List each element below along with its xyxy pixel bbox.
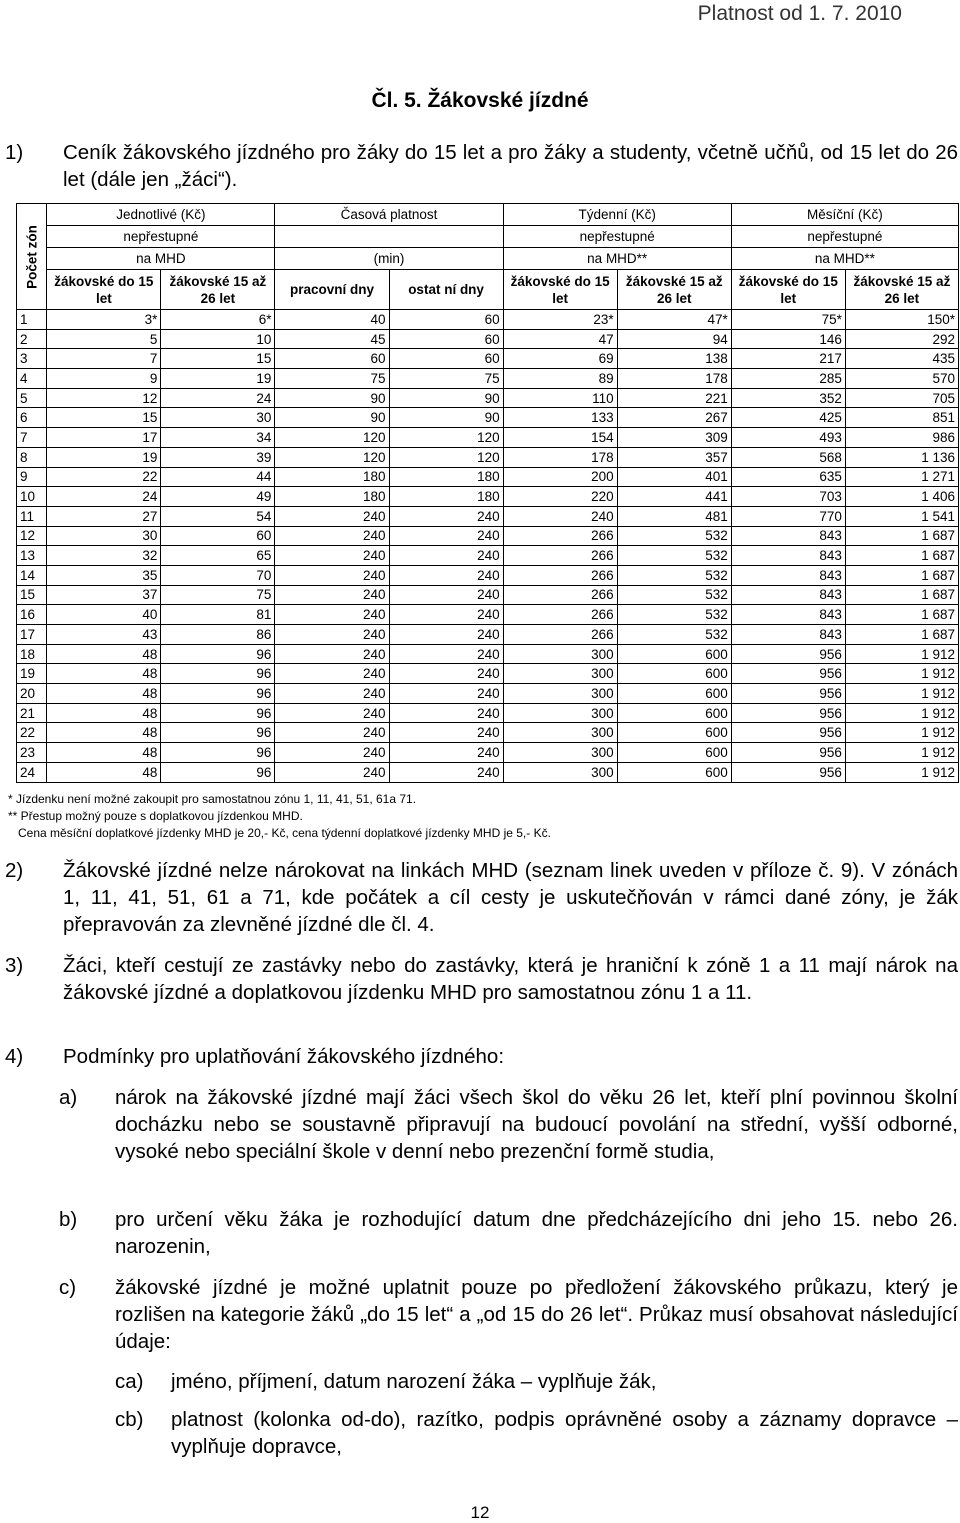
price-cell: 75	[275, 369, 389, 389]
col-to26-weekly: žákovské 15 až 26 let	[617, 270, 731, 310]
price-cell: 133	[503, 408, 617, 428]
note-surcharge-price: Cena měsíční doplatkové jízdenky MHD je 20,- Kč, cena týdenní doplatkové jízdenky MHD je 5,- Kč.	[18, 826, 551, 840]
price-cell: 7	[47, 349, 161, 369]
price-cell: 120	[275, 447, 389, 467]
price-cell: 267	[617, 408, 731, 428]
price-cell: 54	[161, 506, 275, 526]
single-subheader-1: nepřestupné	[47, 226, 275, 248]
price-cell: 89	[503, 369, 617, 389]
price-cell: 45	[275, 329, 389, 349]
paragraph-number: 4)	[5, 1045, 24, 1068]
price-cell: 65	[161, 546, 275, 566]
group-weekly-header: Týdenní (Kč)	[503, 204, 731, 226]
price-cell: 240	[389, 644, 503, 664]
price-cell: 1 912	[845, 723, 958, 743]
zone-cell: 3	[17, 349, 47, 369]
price-cell: 1 912	[845, 743, 958, 763]
price-cell: 1 136	[845, 447, 958, 467]
page-number: 12	[470, 1503, 490, 1522]
price-cell: 32	[47, 546, 161, 566]
price-cell: 178	[617, 369, 731, 389]
col-to26-single: žákovské 15 až 26 let	[161, 270, 275, 310]
table-row	[17, 329, 959, 349]
price-cell: 1 687	[845, 526, 958, 546]
price-cell: 48	[47, 743, 161, 763]
price-cell: 60	[161, 526, 275, 546]
monthly-subheader-2: na MHD**	[731, 248, 958, 270]
price-cell: 120	[389, 428, 503, 448]
price-cell: 48	[47, 723, 161, 743]
weekly-subheader-1: nepřestupné	[503, 226, 731, 248]
paragraph-text: Žákovské jízdné nelze nárokovat na linkách MHD (seznam linek uveden v příloze č. 9). V zónách 1, 11, 41, 51, 61 a 71, kde počátek a cíl cesty je uskutečňován v rámci dané zóny, je žák přepravován za zlevněné jízdné dle čl. 4.	[63, 859, 958, 936]
price-cell: 266	[503, 565, 617, 585]
price-cell: 266	[503, 585, 617, 605]
price-cell: 240	[389, 664, 503, 684]
price-cell: 300	[503, 684, 617, 704]
price-cell: 24	[161, 388, 275, 408]
price-cell: 240	[275, 703, 389, 723]
price-cell: 180	[389, 487, 503, 507]
price-cell: 956	[731, 644, 845, 664]
price-cell: 6*	[161, 310, 275, 330]
price-cell: 35	[47, 565, 161, 585]
table-row	[17, 723, 959, 743]
zone-cell: 11	[17, 506, 47, 526]
table-row	[17, 605, 959, 625]
price-cell: 180	[389, 467, 503, 487]
price-cell: 96	[161, 644, 275, 664]
price-cell: 481	[617, 506, 731, 526]
price-cell: 1 541	[845, 506, 958, 526]
price-cell: 851	[845, 408, 958, 428]
price-cell: 96	[161, 664, 275, 684]
single-subheader-2: na MHD	[47, 248, 275, 270]
price-cell: 956	[731, 743, 845, 763]
note-double-asterisk: ** Přestup možný pouze s doplatkovou jízdenkou MHD.	[8, 809, 303, 823]
price-cell: 1 912	[845, 703, 958, 723]
price-cell: 600	[617, 762, 731, 782]
price-cell: 266	[503, 526, 617, 546]
zone-count-header: Počet zón	[17, 204, 47, 310]
price-cell: 30	[47, 526, 161, 546]
col-otherdays: ostat ní dny	[389, 270, 503, 310]
price-cell: 300	[503, 762, 617, 782]
price-cell: 10	[161, 329, 275, 349]
price-cell: 240	[389, 546, 503, 566]
price-cell: 240	[275, 526, 389, 546]
price-cell: 600	[617, 723, 731, 743]
item-a	[59, 1084, 958, 1194]
price-cell: 843	[731, 526, 845, 546]
price-cell: 96	[161, 723, 275, 743]
price-cell: 240	[275, 585, 389, 605]
table-row	[17, 388, 959, 408]
price-cell: 180	[275, 467, 389, 487]
price-cell: 352	[731, 388, 845, 408]
price-cell: 703	[731, 487, 845, 507]
price-cell: 23*	[503, 310, 617, 330]
price-cell: 532	[617, 565, 731, 585]
table-row	[17, 703, 959, 723]
paragraph-number: 1)	[5, 141, 24, 164]
price-cell: 532	[617, 605, 731, 625]
price-cell: 532	[617, 526, 731, 546]
zone-cell: 23	[17, 743, 47, 763]
price-cell: 90	[275, 388, 389, 408]
price-cell: 94	[617, 329, 731, 349]
price-cell: 1 912	[845, 664, 958, 684]
price-cell: 120	[389, 447, 503, 467]
zone-cell: 7	[17, 428, 47, 448]
price-cell: 19	[161, 369, 275, 389]
price-cell: 240	[275, 644, 389, 664]
zone-cell: 19	[17, 664, 47, 684]
item-text: platnost (kolonka od-do), razítko, podpis oprávněné osoby a záznamy dopravce – vyplňuje dopravce,	[171, 1408, 958, 1458]
price-cell: 3*	[47, 310, 161, 330]
price-cell: 48	[47, 664, 161, 684]
price-cell: 15	[47, 408, 161, 428]
price-cell: 27	[47, 506, 161, 526]
zone-cell: 22	[17, 723, 47, 743]
price-cell: 240	[275, 546, 389, 566]
price-cell: 1 912	[845, 762, 958, 782]
table-row	[17, 684, 959, 704]
item-letter: b)	[59, 1208, 78, 1231]
price-cell: 180	[275, 487, 389, 507]
col-to26-monthly: žákovské 15 až 26 let	[845, 270, 958, 310]
price-cell: 1 271	[845, 467, 958, 487]
zone-cell: 15	[17, 585, 47, 605]
price-cell: 90	[389, 388, 503, 408]
zone-cell: 10	[17, 487, 47, 507]
table-row	[17, 644, 959, 664]
price-cell: 843	[731, 546, 845, 566]
paragraph-1	[5, 139, 958, 199]
weekly-subheader-2: na MHD**	[503, 248, 731, 270]
price-cell: 81	[161, 605, 275, 625]
price-cell: 47*	[617, 310, 731, 330]
price-cell: 240	[389, 506, 503, 526]
group-time-header: Časová platnost	[275, 204, 503, 226]
zone-cell: 24	[17, 762, 47, 782]
price-cell: 1 687	[845, 546, 958, 566]
price-cell: 300	[503, 644, 617, 664]
price-cell: 285	[731, 369, 845, 389]
price-cell: 9	[47, 369, 161, 389]
price-cell: 1 912	[845, 684, 958, 704]
price-cell: 600	[617, 743, 731, 763]
price-cell: 240	[275, 723, 389, 743]
price-cell: 600	[617, 684, 731, 704]
price-cell: 15	[161, 349, 275, 369]
zone-cell: 1	[17, 310, 47, 330]
price-cell: 240	[275, 625, 389, 645]
price-cell: 47	[503, 329, 617, 349]
price-cell: 240	[275, 684, 389, 704]
price-cell: 44	[161, 467, 275, 487]
price-cell: 96	[161, 762, 275, 782]
price-cell: 1 406	[845, 487, 958, 507]
price-cell: 48	[47, 703, 161, 723]
validity-date: Platnost od 1. 7. 2010	[697, 2, 902, 25]
item-text: nárok na žákovské jízdné mají žáci všech škol do věku 26 let, kteří plní povinnou školní docházku nebo se soustavně připravují na budoucí povolání na střední, vyšší odborné, vysoké nebo speciální škole v denní nebo prezenční formě studia,	[115, 1086, 958, 1163]
price-cell: 221	[617, 388, 731, 408]
item-text: jméno, příjmení, datum narození žáka – vyplňuje žák,	[171, 1370, 657, 1393]
price-cell: 37	[47, 585, 161, 605]
price-cell: 34	[161, 428, 275, 448]
price-cell: 843	[731, 625, 845, 645]
zone-cell: 13	[17, 546, 47, 566]
item-text: žákovské jízdné je možné uplatnit pouze po předložení žákovského průkazu, který je rozlišen na kategorie žáků „do 15 let“ a „od 15 do 26 let“. Průkaz musí obsahovat následující údaje:	[115, 1276, 958, 1353]
price-cell: 217	[731, 349, 845, 369]
price-cell: 357	[617, 447, 731, 467]
zone-cell: 20	[17, 684, 47, 704]
zone-cell: 4	[17, 369, 47, 389]
price-cell: 75	[389, 369, 503, 389]
price-cell: 150*	[845, 310, 958, 330]
item-ca	[115, 1368, 958, 1396]
price-cell: 240	[389, 565, 503, 585]
price-cell: 240	[275, 762, 389, 782]
fare-table	[16, 203, 959, 783]
table-row	[17, 428, 959, 448]
time-subheader-1	[275, 226, 503, 248]
paragraph-text: Ceník žákovského jízdného pro žáky do 15 let a pro žáky a studenty, včetně učňů, od 15 let do 26 let (dále jen „žáci“).	[63, 141, 958, 191]
col-under15-weekly: žákovské do 15 let	[503, 270, 617, 310]
item-letter: cb)	[115, 1408, 144, 1431]
price-cell: 425	[731, 408, 845, 428]
monthly-subheader-1: nepřestupné	[731, 226, 958, 248]
paragraph-number: 2)	[5, 859, 24, 882]
price-cell: 120	[275, 428, 389, 448]
zone-cell: 9	[17, 467, 47, 487]
item-c	[59, 1274, 958, 1358]
price-cell: 86	[161, 625, 275, 645]
price-cell: 240	[389, 625, 503, 645]
item-b	[59, 1206, 958, 1262]
item-letter: ca)	[115, 1370, 144, 1393]
zone-cell: 12	[17, 526, 47, 546]
price-cell: 30	[161, 408, 275, 428]
fare-table-body	[17, 310, 959, 783]
price-cell: 49	[161, 487, 275, 507]
price-cell: 240	[389, 605, 503, 625]
price-cell: 240	[275, 664, 389, 684]
col-under15-single: žákovské do 15 let	[47, 270, 161, 310]
price-cell: 770	[731, 506, 845, 526]
price-cell: 1 687	[845, 585, 958, 605]
price-cell: 532	[617, 585, 731, 605]
price-cell: 39	[161, 447, 275, 467]
table-row	[17, 625, 959, 645]
item-text: pro určení věku žáka je rozhodující datum dne předcházejícího dni jeho 15. nebo 26. narozenin,	[115, 1208, 958, 1258]
price-cell: 240	[389, 762, 503, 782]
price-cell: 300	[503, 723, 617, 743]
price-cell: 240	[389, 585, 503, 605]
price-cell: 240	[389, 684, 503, 704]
price-cell: 532	[617, 625, 731, 645]
price-cell: 600	[617, 664, 731, 684]
zone-cell: 16	[17, 605, 47, 625]
price-cell: 60	[389, 329, 503, 349]
price-cell: 48	[47, 644, 161, 664]
price-cell: 300	[503, 664, 617, 684]
price-cell: 956	[731, 762, 845, 782]
col-under15-monthly: žákovské do 15 let	[731, 270, 845, 310]
price-cell: 843	[731, 565, 845, 585]
price-cell: 154	[503, 428, 617, 448]
price-cell: 48	[47, 684, 161, 704]
price-cell: 240	[389, 703, 503, 723]
price-cell: 75	[161, 585, 275, 605]
col-workdays: pracovní dny	[275, 270, 389, 310]
table-row	[17, 506, 959, 526]
paragraph-text: Žáci, kteří cestují ze zastávky nebo do zastávky, která je hraniční k zóně 1 a 11 mají nárok na žákovské jízdné a doplatkovou jízdenku MHD pro samostatnou zónu 1 a 11.	[63, 954, 958, 1004]
price-cell: 956	[731, 664, 845, 684]
item-letter: a)	[59, 1086, 78, 1109]
paragraph-4	[5, 1043, 958, 1071]
price-cell: 240	[275, 605, 389, 625]
price-cell: 240	[389, 743, 503, 763]
table-row	[17, 743, 959, 763]
item-letter: c)	[59, 1276, 77, 1299]
table-row	[17, 349, 959, 369]
price-cell: 266	[503, 546, 617, 566]
price-cell: 266	[503, 625, 617, 645]
price-cell: 70	[161, 565, 275, 585]
price-cell: 110	[503, 388, 617, 408]
price-cell: 22	[47, 467, 161, 487]
price-cell: 986	[845, 428, 958, 448]
price-cell: 493	[731, 428, 845, 448]
price-cell: 178	[503, 447, 617, 467]
price-cell: 12	[47, 388, 161, 408]
price-cell: 96	[161, 684, 275, 704]
price-cell: 240	[275, 743, 389, 763]
price-cell: 240	[389, 526, 503, 546]
zone-cell: 5	[17, 388, 47, 408]
group-monthly-header: Měsíční (Kč)	[731, 204, 958, 226]
price-cell: 1 687	[845, 565, 958, 585]
table-row	[17, 487, 959, 507]
price-cell: 956	[731, 703, 845, 723]
table-row	[17, 546, 959, 566]
zone-cell: 18	[17, 644, 47, 664]
price-cell: 96	[161, 703, 275, 723]
price-cell: 138	[617, 349, 731, 369]
zone-cell: 8	[17, 447, 47, 467]
price-cell: 48	[47, 762, 161, 782]
zone-cell: 2	[17, 329, 47, 349]
price-cell: 705	[845, 388, 958, 408]
price-cell: 300	[503, 743, 617, 763]
price-cell: 19	[47, 447, 161, 467]
article-title: Čl. 5. Žákovské jízdné	[371, 89, 589, 112]
price-cell: 441	[617, 487, 731, 507]
price-cell: 635	[731, 467, 845, 487]
price-cell: 40	[47, 605, 161, 625]
price-cell: 75*	[731, 310, 845, 330]
table-row	[17, 369, 959, 389]
zone-cell: 17	[17, 625, 47, 645]
price-cell: 200	[503, 467, 617, 487]
price-cell: 5	[47, 329, 161, 349]
group-single-header: Jednotlivé (Kč)	[47, 204, 275, 226]
table-row	[17, 664, 959, 684]
price-cell: 220	[503, 487, 617, 507]
price-cell: 843	[731, 585, 845, 605]
note-asterisk: * Jízdenku není možné zakoupit pro samostatnou zónu 1, 11, 41, 51, 61a 71.	[8, 792, 417, 806]
price-cell: 69	[503, 349, 617, 369]
price-cell: 600	[617, 644, 731, 664]
paragraph-3	[5, 952, 958, 1032]
price-cell: 90	[389, 408, 503, 428]
table-row	[17, 310, 959, 330]
price-cell: 266	[503, 605, 617, 625]
price-cell: 292	[845, 329, 958, 349]
price-cell: 60	[389, 349, 503, 369]
price-cell: 240	[389, 723, 503, 743]
zone-cell: 14	[17, 565, 47, 585]
price-cell: 956	[731, 684, 845, 704]
paragraph-number: 3)	[5, 954, 24, 977]
item-cb	[115, 1406, 958, 1462]
paragraph-text: Podmínky pro uplatňování žákovského jízdného:	[63, 1045, 505, 1068]
price-cell: 1 687	[845, 625, 958, 645]
price-cell: 240	[503, 506, 617, 526]
price-cell: 24	[47, 487, 161, 507]
table-row	[17, 585, 959, 605]
table-row	[17, 526, 959, 546]
price-cell: 240	[275, 506, 389, 526]
price-cell: 600	[617, 703, 731, 723]
price-cell: 568	[731, 447, 845, 467]
price-cell: 300	[503, 703, 617, 723]
price-cell: 60	[275, 349, 389, 369]
time-subheader-2: (min)	[275, 248, 503, 270]
price-cell: 1 912	[845, 644, 958, 664]
price-cell: 401	[617, 467, 731, 487]
price-cell: 43	[47, 625, 161, 645]
zone-cell: 6	[17, 408, 47, 428]
price-cell: 60	[389, 310, 503, 330]
price-cell: 435	[845, 349, 958, 369]
paragraph-2	[5, 857, 958, 937]
price-cell: 90	[275, 408, 389, 428]
table-row	[17, 762, 959, 782]
price-cell: 843	[731, 605, 845, 625]
price-cell: 1 687	[845, 605, 958, 625]
price-cell: 40	[275, 310, 389, 330]
price-cell: 532	[617, 546, 731, 566]
price-cell: 96	[161, 743, 275, 763]
price-cell: 956	[731, 723, 845, 743]
price-cell: 570	[845, 369, 958, 389]
table-row	[17, 467, 959, 487]
price-cell: 17	[47, 428, 161, 448]
price-cell: 146	[731, 329, 845, 349]
zone-cell: 21	[17, 703, 47, 723]
table-row	[17, 565, 959, 585]
price-cell: 240	[275, 565, 389, 585]
table-row	[17, 408, 959, 428]
table-row	[17, 447, 959, 467]
price-cell: 309	[617, 428, 731, 448]
